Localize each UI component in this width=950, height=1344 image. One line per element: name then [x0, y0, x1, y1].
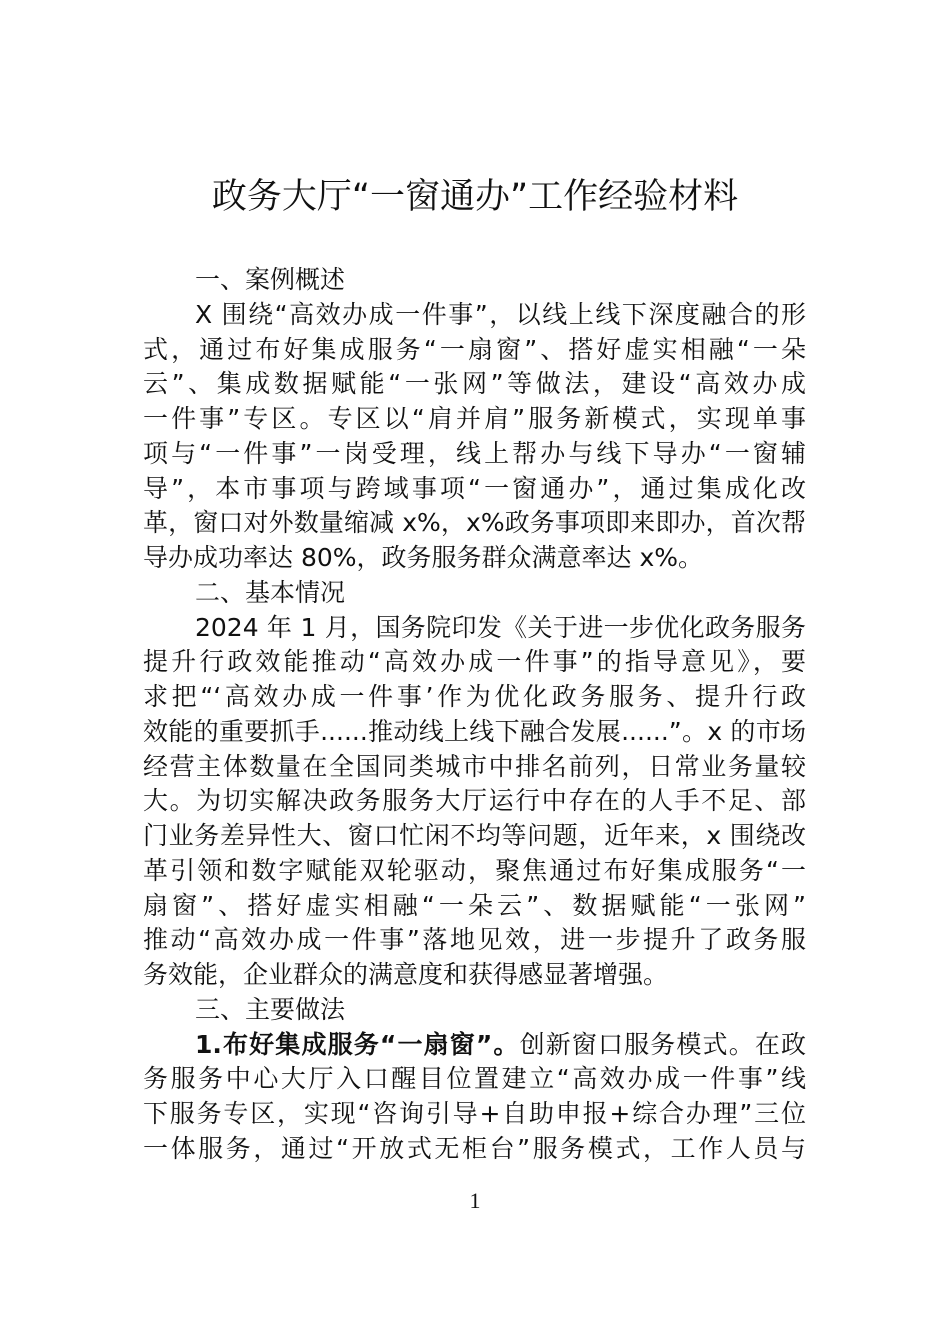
- subheading-bold: 1.布好集成服务“一扇窗”。: [195, 1029, 520, 1059]
- paragraph-line: [143, 1028, 806, 1063]
- paragraph-line: 革引领和数字赋能双轮驱动，聚焦通过布好集成服务“一: [143, 855, 806, 885]
- paragraph-line: 式，通过布好集成服务“一扇窗”、搭好虚实相融“一朵: [143, 334, 806, 364]
- paragraph-text: 创新窗口服务模式。在政: [519, 1029, 806, 1059]
- paragraph-line: 导”，本市事项与跨域事项“一窗通办”，通过集成化改: [143, 473, 806, 503]
- section-heading: 二、基本情况: [195, 577, 346, 607]
- paragraph-line: 提升行政效能推动“高效办成一件事”的指导意见》，要: [143, 647, 806, 677]
- paragraph-line: 推动“高效办成一件事”落地见效，进一步提升了政务服: [143, 925, 806, 955]
- paragraph-line: 下服务专区，实现“咨询引导+自助申报+综合办理”三位: [143, 1099, 806, 1128]
- paragraph-line: 云”、集成数据赋能“一张网”等做法，建设“高效办成: [143, 369, 806, 399]
- paragraph-line: 项与“一件事”一岗受理，线上帮办与线下导办“一窗辅: [143, 438, 806, 468]
- paragraph-line: 务效能，企业群众的满意度和获得感显著增强。: [143, 960, 669, 989]
- paragraph-line: 一件事”专区。专区以“肩并肩”服务新模式，实现单事: [143, 404, 806, 433]
- paragraph-main-practice: [143, 1062, 806, 1166]
- paragraph-line: 2024 年 1 月，国务院印发《关于进一步优化政务服务: [195, 612, 806, 642]
- paragraph-line: 导办成功率达 80%，政务服务群众满意率达 x%。: [143, 543, 704, 572]
- paragraph-line: 经营主体数量在全国同类城市中排名前列，日常业务量较: [143, 751, 806, 781]
- paragraph-background: [143, 611, 806, 993]
- paragraph-line: 扇窗”、搭好虚实相融“一朵云”、数据赋能“一张网”: [143, 890, 806, 920]
- paragraph-line: 革，窗口对外数量缩减 x%，x%政务事项即来即办，首次帮: [143, 508, 806, 538]
- paragraph-line: 求把“‘高效办成一件事’作为优化政务服务、提升行政: [143, 682, 806, 711]
- paragraph-line: 大。为切实解决政务服务大厅运行中存在的人手不足、部: [143, 786, 806, 816]
- paragraph-line: 务服务中心大厅入口醒目位置建立“高效办成一件事”线: [143, 1064, 806, 1094]
- section-heading: 一、案例概述: [195, 265, 346, 294]
- page-number: 1: [469, 1188, 481, 1213]
- section-heading: 三、主要做法: [195, 994, 346, 1024]
- paragraph-case-overview: [143, 298, 806, 576]
- paragraph-line: X 围绕“高效办成一件事”，以线上线下深度融合的形: [195, 299, 806, 329]
- paragraph-line: 效能的重要抓手......推动线上线下融合发展......”。x 的市场: [143, 716, 806, 746]
- paragraph-line: 门业务差异性大、窗口忙闲不均等问题，近年来，x 围绕改: [143, 821, 806, 850]
- document-body: [143, 263, 806, 1167]
- document-title: 政务大厅“一窗通办”工作经验材料: [211, 177, 739, 217]
- paragraph-line: 一体服务，通过“开放式无柜台”服务模式，工作人员与: [143, 1133, 806, 1163]
